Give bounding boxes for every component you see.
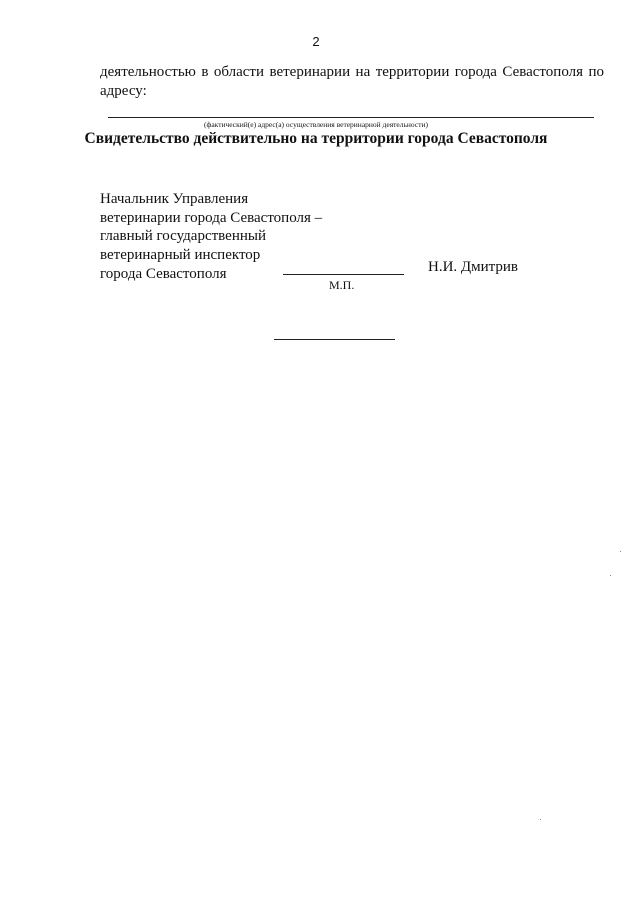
stamp-label: М.П. xyxy=(329,278,355,292)
signatory-name: Н.И. Дмитрив xyxy=(428,259,519,275)
signatory-title-line: города Севастополя xyxy=(100,265,227,282)
signatory-title-line: ветеринарный инспектор xyxy=(100,247,261,264)
signatory-title xyxy=(100,190,322,284)
page-number: 2 xyxy=(312,34,320,49)
scan-speck xyxy=(540,819,541,820)
address-fill-line xyxy=(108,117,594,118)
address-caption: (фактический(е) адрес(а) осуществления ветеринарной деятельности) xyxy=(203,120,428,129)
signature-line xyxy=(283,274,404,275)
validity-statement: Свидетельство действительно на территории города Севастополя xyxy=(84,130,548,147)
signatory-title-line: Начальник Управления xyxy=(100,191,249,207)
signatory-title-line: ветеринарии города Севастополя – xyxy=(100,209,323,226)
scan-speck xyxy=(610,575,611,576)
activity-paragraph: деятельностью в области ветеринарии на территории города Севастополя по адресу: xyxy=(100,64,604,99)
signatory-title-line: главный государственный xyxy=(100,228,266,245)
scan-speck xyxy=(620,551,621,552)
end-divider-line xyxy=(274,339,395,340)
